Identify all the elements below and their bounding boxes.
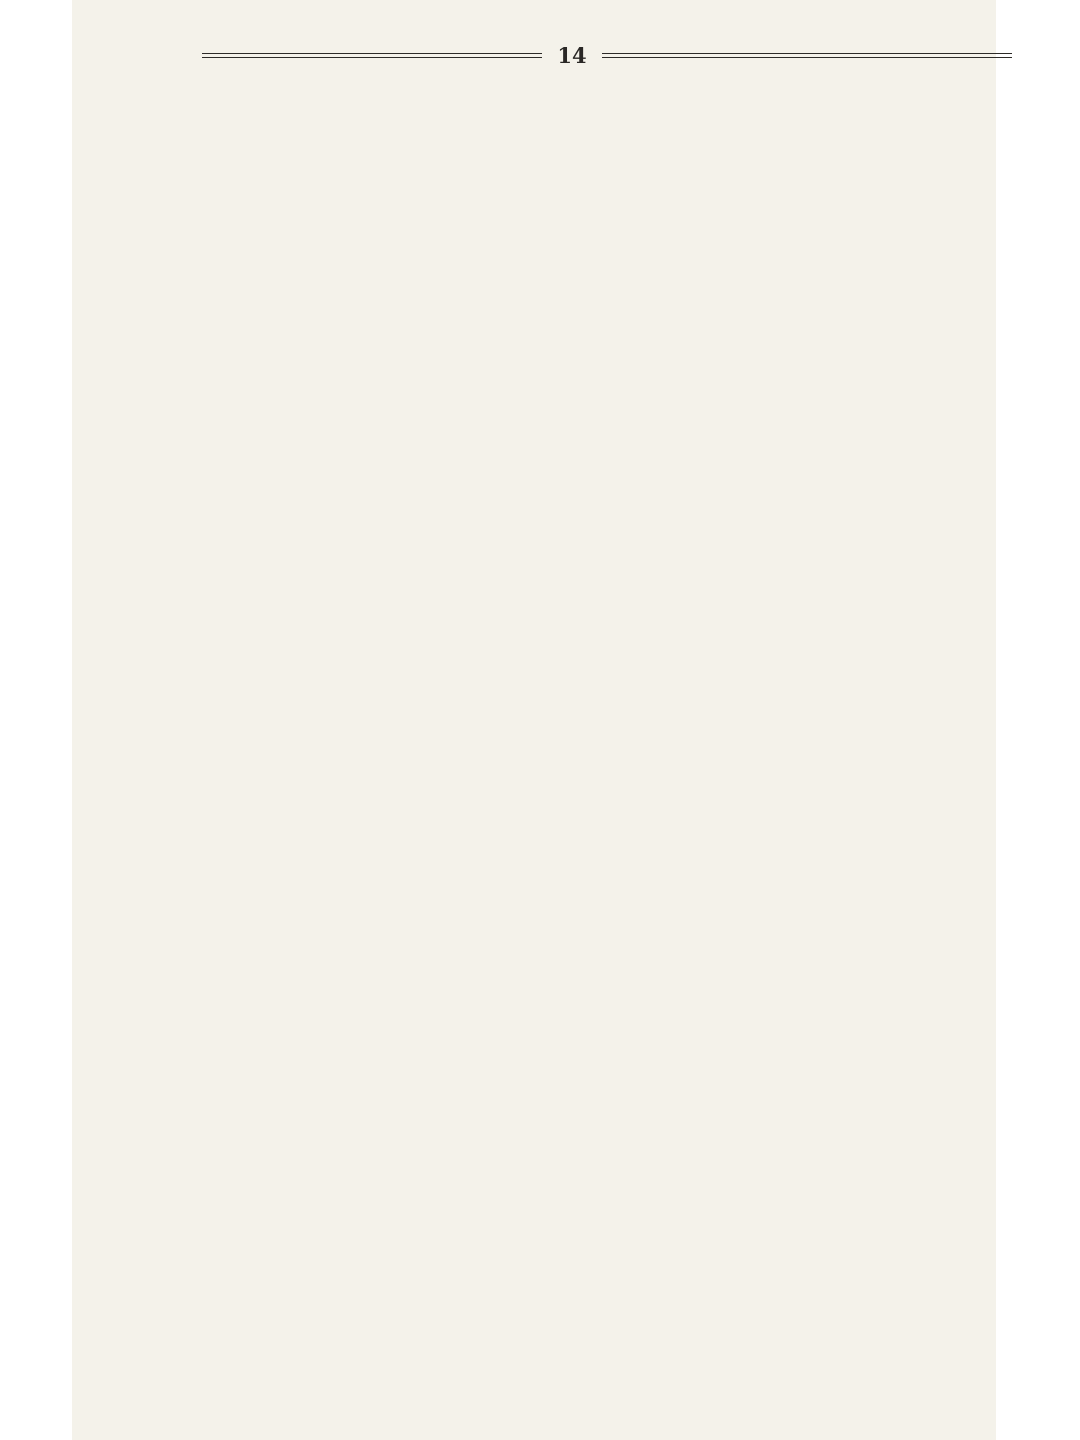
header-rule-left [202,53,542,58]
header-rule-right [602,53,1012,58]
page-header [202,42,1012,72]
book-page [72,0,996,1440]
page-number: 14 [557,43,587,68]
